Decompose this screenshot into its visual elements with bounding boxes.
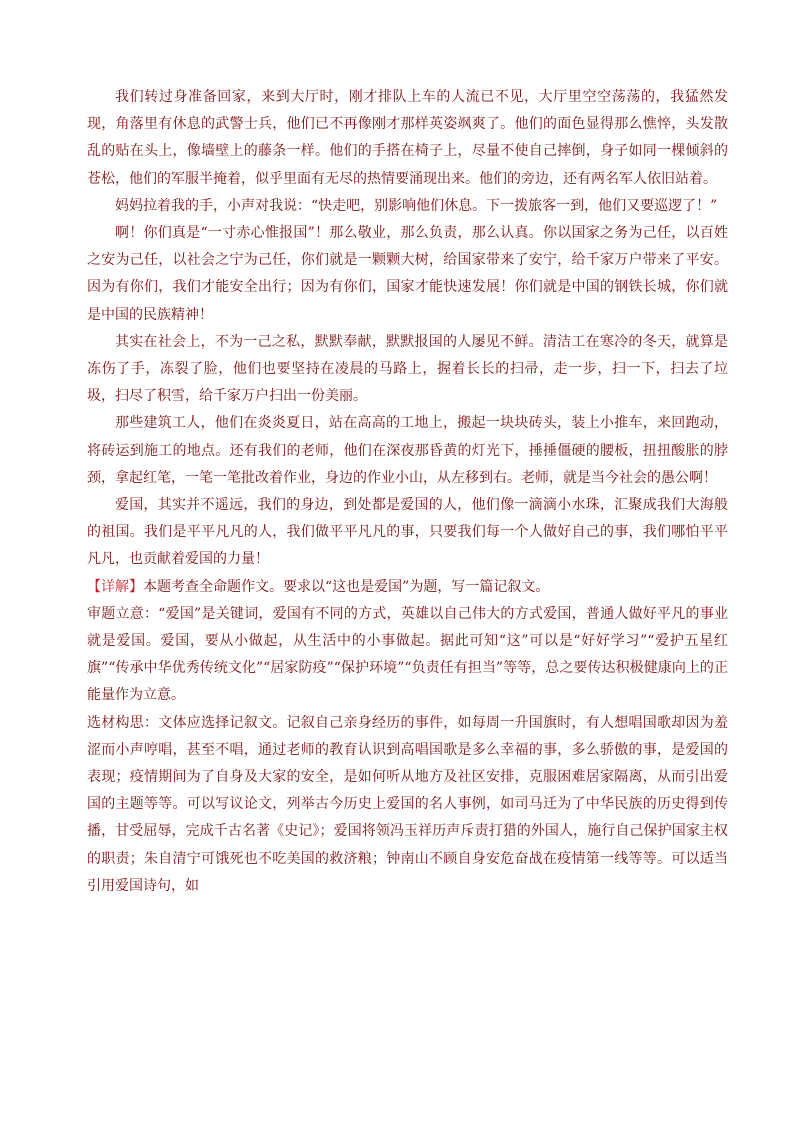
essay-paragraph-2: 妈妈拉着我的手，小声对我说：“快走吧，别影响他们休息。下一拨旅客一到，他们又要巡逻了！” (115, 197, 718, 214)
essay-paragraph-3: 啊！你们真是“一寸赤心惟报国”！那么敬业，那么负责，那么认真。你以国家之务为己任，以百姓之安为己任，以社会之宁为己任，你们就是一颗颗大树，给国家带来了安宁，给千家万户带来了平安。因为有你们，我们才能安全出行；因为有你们，国家才能快速发展！你们就是中国的钢铁长城，你们就是中国的民族精神！ (87, 225, 728, 323)
essay-paragraph-6: 爱国，其实并不遥远，我们的身边，到处都是爱国的人，他们像一滴滴小水珠，汇聚成我们大海般的祖国。我们是平平凡凡的人，我们做平平凡凡的事，只要我们每一个人做好自己的事，我们哪怕平平凡凡，也贡献着爱国的力量！ (87, 497, 728, 568)
essay-paragraph-4: 其实在社会上，不为一己之私，默默奉献，默默报国的人屡见不鲜。清洁工在寒冷的冬天，就算是冻伤了手，冻裂了脸，他们也要坚持在凌晨的马路上，握着长长的扫帚，走一步，扫一下，扫去了垃圾，扫尽了积雪，给千家万户扫出一份美丽。 (87, 333, 728, 405)
analysis-tag: 【详解】 (87, 578, 143, 595)
analysis-theme-paragraph: 审题立意：“爱国”是关键词，爱国有不同的方式，英雄以自己伟大的方式爱国，普通人做好平凡的事业就是爱国。爱国，要从小做起，从生活中的小事做起。据此可知“这”可以是“好好学习”“爱护五星红旗”“传承中华优秀传统文化”“居家防疫”“保护环境”“负责任有担当”等等，总之要传达积极健康向上的正能量作为立意。 (87, 605, 728, 704)
analysis-material-paragraph: 选材构思：文体应选择记叙文。记叙自己亲身经历的事件，如每周一升国旗时，有人想唱国歌却因为羞涩而小声哼唱，甚至不唱，通过老师的教育认识到高唱国歌是多么幸福的事，多么骄傲的事，是爱国的表现；疫情期间为了自身及大家的安全，是如何听从地方及社区安排，克服困难居家隔离，从而引出爱国的主题等等。可以写议论文，列举古今历史上爱国的名人事例，如司马迁为了中华民族的历史得到传播，甘受屈辱，完成千古名著《史记》；爱国将领冯玉祥历声斥责打猎的外国人，施行自己保护国家主权的职责；朱自清宁可饿死也不吃美国的救济粮；钟南山不顾自身安危奋战在疫情第一线等等。可以适当引用爱国诗句，如 (87, 714, 728, 894)
essay-paragraph-5: 那些建筑工人，他们在炎炎夏日，站在高高的工地上，搬起一块块砖头，装上小推车，来回跑动，将砖运到施工的地点。还有我们的老师，他们在深夜那昏黄的灯光下，捶捶僵硬的腰板，扭扭酸胀的脖颈，拿起红笔，一笔一笔批改着作业，身边的作业小山，从左移到右。老师，就是当今社会的愚公啊！ (87, 415, 728, 486)
document-page (87, 84, 728, 900)
analysis-intro-text: 本题考查全命题作文。要求以“这也是爱国”为题，写一篇记叙文。 (143, 578, 550, 595)
essay-paragraph-1: 我们转过身准备回家，来到大厅时，刚才排队上车的人流已不见，大厅里空空荡荡的，我猛然发现，角落里有休息的武警士兵，他们已不再像刚才那样英姿飒爽了。他们的面色显得那么憔悴，头发散乱的贴在头上，像墙壁上的藤条一样。他们的手搭在椅子上，尽量不使自己摔倒，身子如同一棵倾斜的苍松，他们的军服半掩着，似乎里面有无尽的热情要涌现出来。他们的旁边，还有两名军人依旧站着。 (87, 89, 728, 187)
analysis-intro (87, 574, 728, 601)
